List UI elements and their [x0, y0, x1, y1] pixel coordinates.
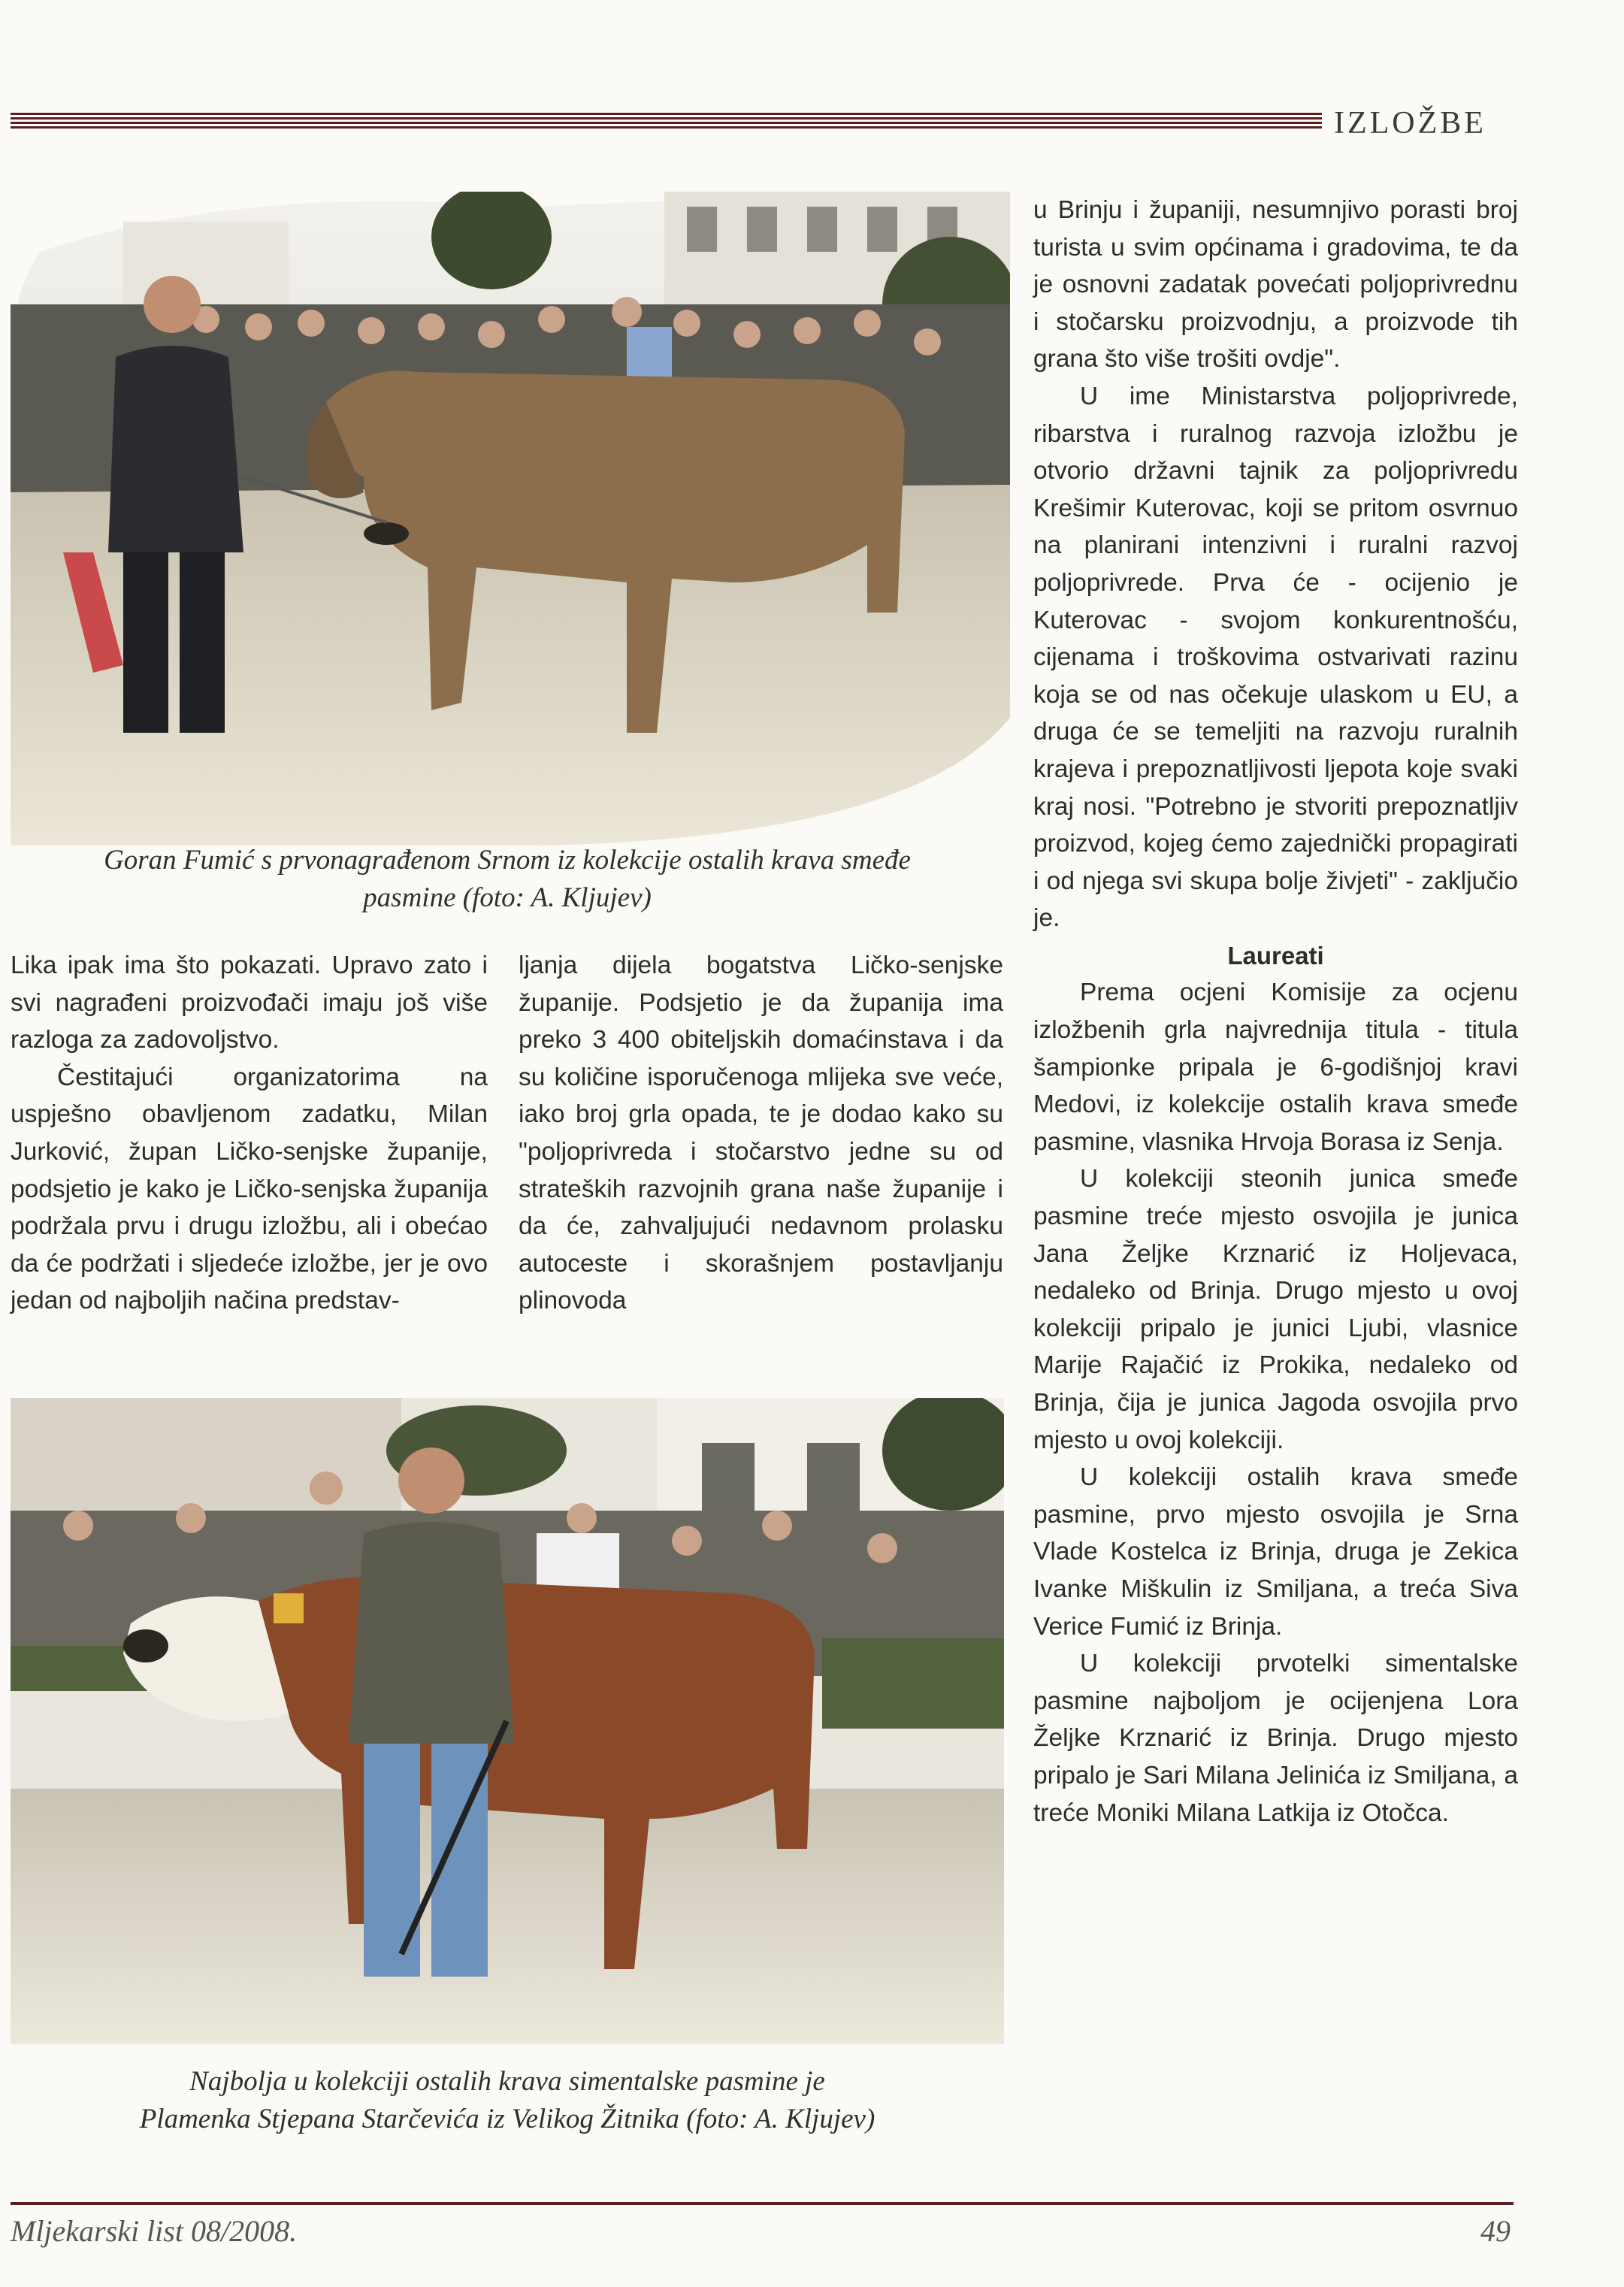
photo2-caption [23, 2063, 992, 2138]
photo2-caption-line1: Najbolja u kolekciji ostalih krava simentalske pasmine je [189, 2066, 825, 2097]
photo-simmental-cow [11, 1398, 1004, 2044]
col3-paragraph-5: U kolekciji ostalih krava smeđe pasmine, prvo mjesto osvojila je Srna Vlade Kostelca iz Brinja, druga je Zekica Ivanke Miškulin iz Smiljana, a treća Siva Verice Fumić iz Brinja. [1033, 1463, 1518, 1641]
col1-paragraph-1: Lika ipak ima što pokazati. Upravo zato i svi nagrađeni proizvođači imaju još više razloga za zadovoljstvo. [11, 951, 488, 1054]
col2-paragraph-1: ljanja dijela bogatstva Ličko-senjske županije. Podsjetio je da županija ima preko 3 400 obiteljskih domaćinstava i da su količine isporučenoga mlijeka sve veće, iako broj grla opada, te je dodao kako su "poljoprivreda i stočarstvo jedne su od strateških razvojnih grana naše županije i da će, zahvaljujući nedavnom prolasku autoceste i skorašnjem postavljanju plinovoda [519, 951, 1003, 1315]
publication-name: Mljekarski list 08/2008. [11, 2214, 298, 2248]
col1-paragraph-2: Čestitajući organizatorima na uspješno obavljenom zadatku, Milan Jurković, župan Ličko-senjske županije, podsjetio je kako je Ličko-senjska županija podržala prvu i drugu izložbu, ali i obećao da će podržati i sljedeće izložbe, jer je ovo jedan od najboljih načina predstav- [11, 1063, 488, 1315]
col3-paragraph-4: U kolekciji steonih junica smeđe pasmine treće mjesto osvojila je junica Jana Željke Krznarić iz Holjevaca, nedaleko od Brinja. Drugo mjesto u ovoj kolekciji pripalo je junici Ljubi, vlasnice Marije Rajačić iz Prokika, nedaleko od Brinja, čija je junica Jagoda osvojila prvo mjesto u ovoj kolekciji. [1033, 1165, 1518, 1454]
laureati-heading: Laureati [1227, 941, 1324, 970]
page-number: 49 [1480, 2214, 1511, 2248]
photo-simmental-cow-image [11, 1398, 1004, 2044]
section-title: IZLOŽBE [1334, 106, 1486, 141]
header-rule [11, 113, 1322, 129]
photo1-caption [23, 842, 992, 917]
photo1-caption-line2: pasmine (foto: A. Kljujev) [363, 882, 652, 913]
photo-brown-cow [11, 192, 1010, 849]
col3-paragraph-1: u Brinju i županiji, nesumnjivo porasti broj turista u svim općinama i gradovima, te da je osnovni zadatak povećati poljoprivrednu i stočarsku proizvodnju, a proizvode tih grana što više trošiti ovdje". [1033, 196, 1518, 374]
article-column-2 [519, 947, 1003, 1320]
photo1-caption-line1: Goran Fumić s prvonagrađenom Srnom iz kolekcije ostalih krava smeđe [104, 845, 911, 876]
col3-paragraph-3: Prema ocjeni Komisije za ocjenu izložbenih grla najvrednija titula - titula šampionke pripala je 6-godišnjoj kravi Medovi, iz kolekcije ostalih krava smeđe pasmine, vlasnika Hrvoja Borasa iz Senja. [1033, 979, 1518, 1156]
article-column-3 [1033, 192, 1518, 1832]
photo-brown-cow-image [11, 192, 1010, 849]
article-column-1 [11, 947, 488, 1320]
col3-paragraph-2: U ime Ministarstva poljoprivrede, ribarstva i ruralnog razvoja izložbu je otvorio državni tajnik za poljoprivredu Krešimir Kuterovac, koji se pritom osvrnuo na planirani intenzivni i ruralni razvoj poljoprivrede. Prva će - ocijenio je Kuterovac - svojom konkurentnošću, cijenama i troškovima ostvarivati razinu koja se od nas očekuje ulaskom u EU, a druga će se temeljiti na razvoju ruralnih krajeva i prepoznatljivosti ljepota koje svaki kraj nosi. "Potrebno je stvoriti prepoznatljiv proizvod, kojeg ćemo zajednički propagirati i od njega svi skupa bolje živjeti" - zaključio je. [1033, 382, 1518, 933]
col3-paragraph-6: U kolekciji prvotelki simentalske pasmine najboljom je ocijenjena Lora Željke Krznarić iz Brinja. Drugo mjesto pripalo je Sari Milana Jelinića iz Smiljana, a treće Moniki Milana Latkija iz Otočca. [1033, 1650, 1518, 1827]
footer-rule [11, 2202, 1514, 2205]
photo2-caption-line2: Plamenka Stjepana Starčevića iz Velikog Žitnika (foto: A. Kljujev) [139, 2104, 876, 2134]
